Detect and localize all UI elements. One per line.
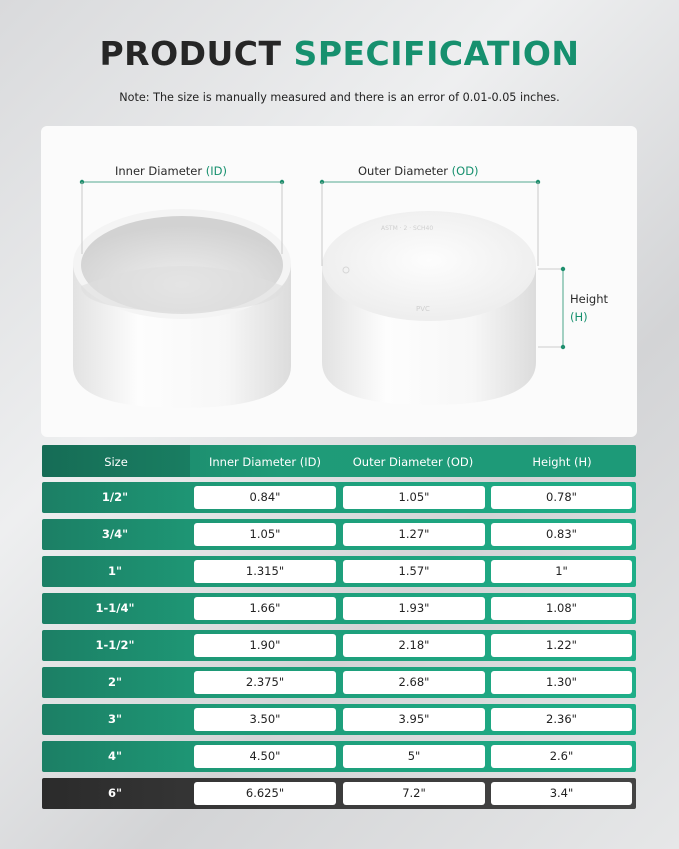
page-title (0, 34, 679, 73)
table-header (42, 445, 636, 477)
closed-cap-drawing (322, 211, 536, 405)
size-cell: 3" (108, 712, 122, 726)
size-cell: 4" (108, 749, 122, 763)
outer-diameter-cell: 1.27" (343, 523, 485, 546)
inner-diameter-cell: 2.375" (194, 671, 336, 694)
outer-diameter-text: Outer Diameter (358, 164, 448, 178)
inner-diameter-cell: 4.50" (194, 745, 336, 768)
height-label: Height (570, 292, 609, 306)
svg-text:ASTM · 2 · SCH40: ASTM · 2 · SCH40 (381, 225, 434, 232)
height-cell: 1" (491, 560, 632, 583)
outer-diameter-cell: 7.2" (343, 782, 485, 805)
title-part-2: SPECIFICATION (293, 34, 580, 73)
height-cell: 0.83" (491, 523, 632, 546)
cap-marking-text: PVC (416, 305, 430, 313)
inner-diameter-text: Inner Diameter (115, 164, 203, 178)
header-size: Size (42, 445, 190, 477)
title-part-1: PRODUCT (99, 34, 282, 73)
table-row (42, 519, 636, 550)
product-diagram-panel (41, 126, 637, 437)
height-cell: 3.4" (491, 782, 632, 805)
size-cell: 1" (108, 564, 122, 578)
table-row (42, 482, 636, 513)
outer-diameter-abbr: (OD) (451, 164, 479, 178)
size-cell: 1-1/4" (95, 601, 135, 615)
inner-diameter-cell: 1.05" (194, 523, 336, 546)
height-abbr: (H) (570, 310, 588, 324)
outer-diameter-cell: 5" (343, 745, 485, 768)
height-cell: 1.30" (491, 671, 632, 694)
inner-diameter-cell: 1.66" (194, 597, 336, 620)
header-outer-diameter: Outer Diameter (OD) (352, 455, 474, 469)
inner-diameter-cell: 0.84" (194, 486, 336, 509)
inner-diameter-abbr: (ID) (205, 164, 228, 178)
inner-diameter-cell: 1.315" (194, 560, 336, 583)
height-dimension (561, 267, 565, 349)
outer-diameter-cell: 1.57" (343, 560, 485, 583)
header-height: Height (H) (532, 455, 592, 469)
outer-diameter-cell: 2.18" (343, 634, 485, 657)
outer-diameter-label (358, 164, 479, 178)
open-cap-drawing (73, 209, 291, 408)
height-cell: 0.78" (491, 486, 632, 509)
outer-diameter-cell: 3.95" (343, 708, 485, 731)
size-cell: 2" (108, 675, 122, 689)
height-cell: 1.08" (491, 597, 632, 620)
table-row (42, 778, 636, 809)
inner-diameter-cell: 6.625" (194, 782, 336, 805)
dimension-lines (80, 180, 540, 184)
height-cell: 1.22" (491, 634, 632, 657)
table-row (42, 593, 636, 624)
inner-diameter-label (115, 164, 227, 178)
table-row (42, 630, 636, 661)
outer-diameter-cell: 2.68" (343, 671, 485, 694)
table-row (42, 741, 636, 772)
measurement-note: Note: The size is manually measured and there is an error of 0.01-0.05 inches. (119, 91, 560, 104)
inner-diameter-cell: 1.90" (194, 634, 336, 657)
size-cell: 6" (108, 786, 122, 800)
outer-diameter-cell: 1.05" (343, 486, 485, 509)
table-row (42, 704, 636, 735)
size-cell: 1-1/2" (95, 638, 135, 652)
table-row (42, 667, 636, 698)
height-cell: 2.36" (491, 708, 632, 731)
size-cell: 1/2" (101, 490, 129, 504)
table-row (42, 556, 636, 587)
height-cell: 2.6" (491, 745, 632, 768)
inner-diameter-cell: 3.50" (194, 708, 336, 731)
size-cell: 3/4" (101, 527, 129, 541)
outer-diameter-cell: 1.93" (343, 597, 485, 620)
header-inner-diameter: Inner Diameter (ID) (209, 455, 321, 469)
